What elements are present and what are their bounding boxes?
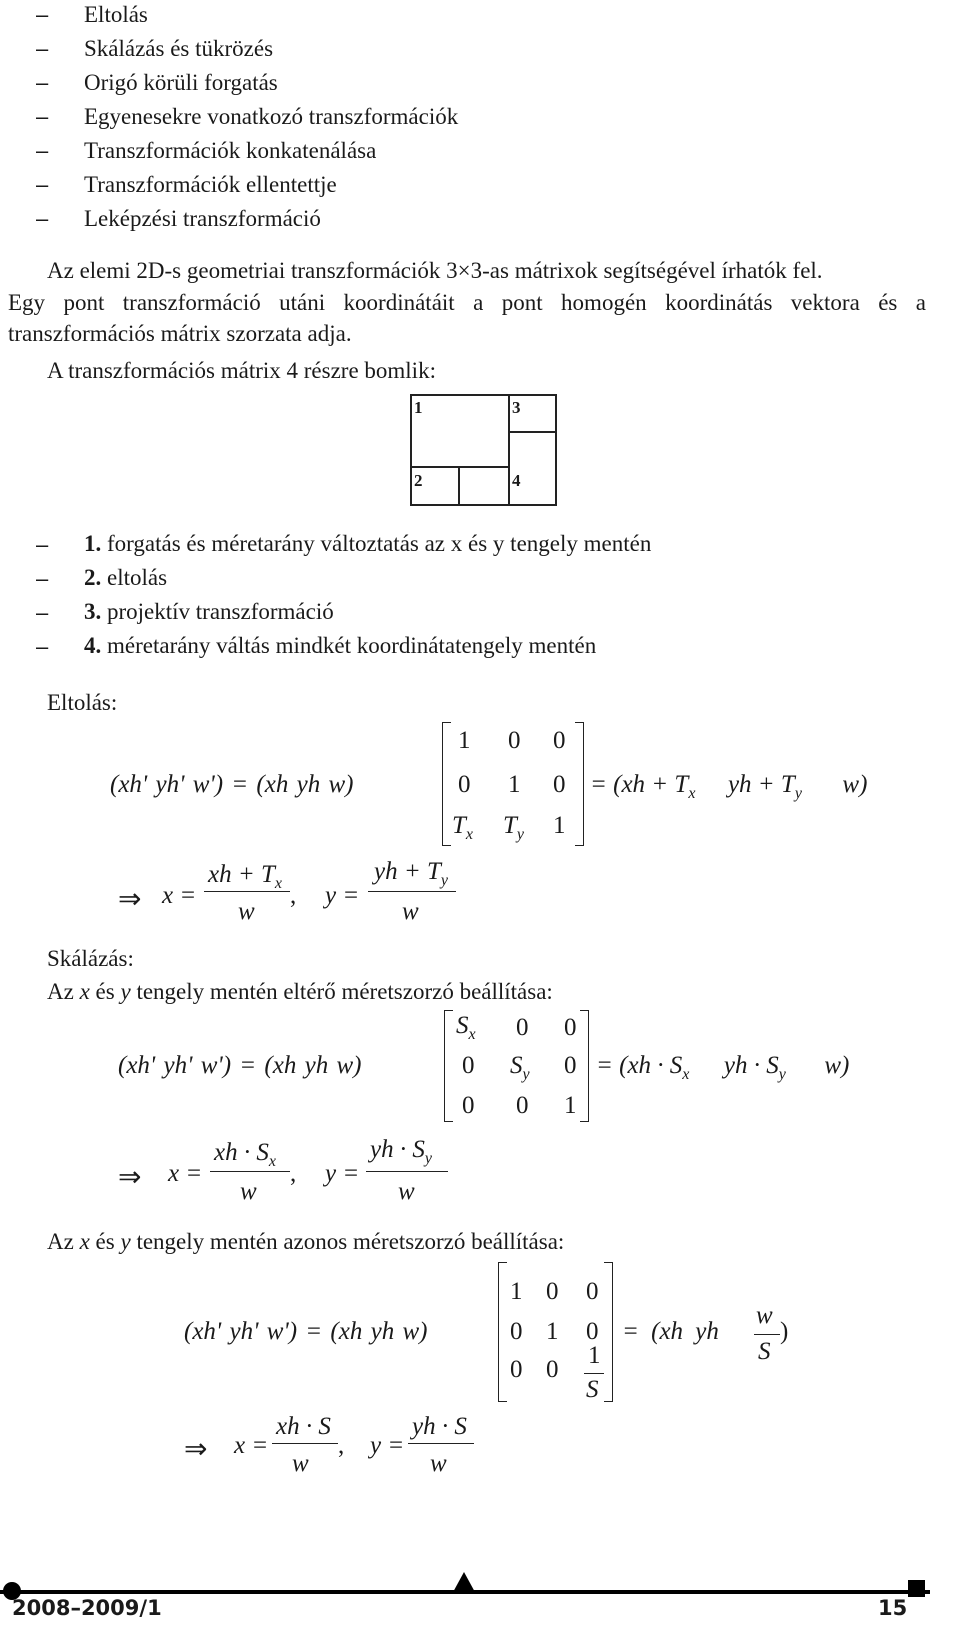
x-equals: x = [162,882,197,909]
matrix-cell: 1 [458,727,471,754]
fraction-denominator: w [292,1450,309,1477]
list-dash: – [36,104,49,129]
matrix-cell: $T_x$ [452,812,474,843]
x-equals: x = [168,1160,203,1187]
partition-label: 4 [512,471,521,490]
topic-item: Transzformációk ellentettje [84,172,337,197]
section-heading-scaling: Skálázás: [47,946,134,971]
x-equals: x = [234,1432,269,1459]
comma: , [290,882,297,909]
topic-item: Origó körüli forgatás [84,70,278,95]
matrix-cell: 1 [510,1278,523,1305]
fraction-numerator: xh + $T_x$ [208,861,282,892]
matrix-cell: 0 [564,1052,577,1079]
topic-item: Skálázás és tükrözés [84,36,274,61]
intro-line: transzformációs mátrix szorzata adja. [8,321,352,346]
fraction-numerator: yh + $T_y$ [374,858,448,889]
matrix-cell: 0 [462,1092,475,1119]
matrix-cell: $S_x$ [456,1012,476,1043]
equation-rhs: = ($xh \cdot S_x$ yh · $S_y$ w) [596,1052,850,1083]
fraction-numerator: w [756,1302,773,1329]
list-dash: – [36,138,49,163]
matrix-cell: 1 [564,1092,577,1119]
matrix-cell: 0 [510,1356,523,1383]
matrix-fraction-denominator: S [586,1376,599,1403]
closing-paren: ) [780,1318,789,1345]
y-equals: y = [325,1160,360,1187]
y-equals: y = [325,882,360,909]
comma: , [290,1160,297,1187]
topic-item: Leképzési transzformáció [84,206,321,231]
section-subheading: Az x és y tengely mentén eltérő méretszorzó beállítása: [47,979,553,1004]
equation-rhs: = (xh yh [622,1318,719,1345]
matrix-cell: 0 [462,1052,475,1079]
matrix-fraction-numerator: 1 [588,1342,601,1369]
matrix-cell: 0 [458,771,471,798]
triangle-icon [452,1572,476,1594]
matrix-cell: $S_y$ [510,1052,530,1083]
equation-lhs: (xh' yh' w') = (xh yh w) [184,1318,428,1345]
topic-item: Eltolás [84,2,148,27]
fraction-denominator: w [240,1178,257,1205]
square-icon [908,1580,925,1597]
list-item: 3. projektív transzformáció [84,599,334,624]
implies-symbol: ⇒ [184,1434,208,1465]
equation-lhs: (xh' yh' w') = (xh yh w) [118,1052,362,1079]
matrix-cell: 0 [516,1014,529,1041]
matrix-cell: 0 [553,771,566,798]
matrix-cell: 1 [546,1318,559,1345]
y-equals: y = [370,1432,405,1459]
matrix-cell: 0 [586,1278,599,1305]
section-subheading: Az x és y tengely mentén azonos méretszorzó beállítása: [47,1229,565,1254]
matrix-cell: 0 [564,1014,577,1041]
list-dash: – [36,172,49,197]
fraction-numerator: yh · $S_y$ [370,1136,432,1167]
list-dash: – [36,206,49,231]
list-dash: – [36,2,49,27]
matrix-parts-caption: A transzformációs mátrix 4 részre bomlik: [47,358,436,383]
list-dash: – [36,532,49,557]
matrix-cell: 0 [586,1318,599,1345]
topic-item: Transzformációk konkatenálása [84,138,377,163]
matrix-cell: $T_y$ [503,812,525,843]
list-dash: – [36,70,49,95]
list-item: 1. forgatás és méretarány változtatás az x és y tengely mentén [84,531,652,556]
equation-lhs: (xh' yh' w') = (xh yh w) [110,771,354,798]
partition-label: 3 [512,398,521,417]
implies-symbol: ⇒ [118,1162,142,1193]
matrix-cell: 0 [553,727,566,754]
fraction-numerator: xh · S [276,1413,331,1440]
fraction-denominator: w [238,898,255,925]
intro-line: Az elemi 2D-s geometriai transzformációk 3×3-as mátrixok segítségével írhatók fel. [47,258,823,283]
partition-label: 1 [414,398,423,417]
matrix-cell: 0 [510,1318,523,1345]
matrix-cell: 0 [546,1356,559,1383]
fraction-denominator: w [398,1178,415,1205]
intro-line: Egy pont transzformáció utáni koordinátáit a pont homogén koordinátás vektora és a [8,290,926,315]
page-number: 15 [878,1596,908,1620]
fraction-numerator: yh · S [412,1413,467,1440]
equation-rhs: = ($xh + T_x$ yh + $T_y$ w) [590,771,868,802]
footer-year: 2008–2009/1 [12,1596,162,1620]
matrix-cell: 1 [553,812,566,839]
fraction-denominator: w [402,898,419,925]
fraction-denominator: S [758,1338,771,1365]
matrix-cell: 1 [508,771,521,798]
list-item: 2. eltolás [84,565,168,590]
list-dash: – [36,566,49,591]
list-item: 4. méretarány váltás mindkét koordinátatengely mentén [84,633,597,658]
fraction-denominator: w [430,1450,447,1477]
matrix-cell: 0 [516,1092,529,1119]
matrix-cell: 0 [508,727,521,754]
list-dash: – [36,36,49,61]
implies-symbol: ⇒ [118,884,142,915]
fraction-numerator: xh · $S_x$ [214,1139,276,1170]
comma: , [338,1432,345,1459]
section-heading-translation: Eltolás: [47,690,118,715]
list-dash: – [36,634,49,659]
partition-label: 2 [414,471,423,490]
matrix-cell: 0 [546,1278,559,1305]
topic-item: Egyenesekre vonatkozó transzformációk [84,104,459,129]
list-dash: – [36,600,49,625]
